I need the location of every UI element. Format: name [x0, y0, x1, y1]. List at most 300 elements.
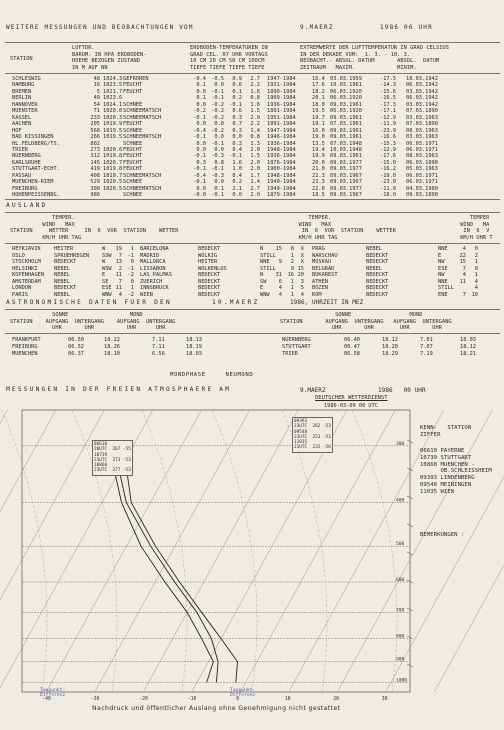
- rule-ausland-head: [5, 243, 500, 244]
- altitude: 71: [93, 108, 100, 115]
- period: 1948-1984: [267, 172, 296, 179]
- altitude: 529: [90, 179, 100, 186]
- wind-dir-3: NW: [438, 272, 445, 278]
- min-date: 06.03.1942: [406, 95, 438, 102]
- temp-6h-2: 1: [290, 252, 294, 259]
- weather-3: NEBEL: [366, 246, 382, 252]
- temp-max-2: 5: [300, 285, 304, 291]
- station-name: TRIER: [282, 351, 298, 357]
- abs-min: -15.3: [380, 140, 396, 147]
- soil-10cm: 0.0: [196, 88, 206, 95]
- max-date: 06.03.1920: [330, 108, 362, 115]
- abs-min: -11.9: [380, 185, 396, 192]
- soil-50cm: 0.0: [232, 134, 242, 141]
- soil-50cm: 2.1: [232, 185, 242, 192]
- soil-50cm: 0.9: [232, 76, 242, 82]
- abs-max: 20.1: [312, 95, 325, 102]
- legend-entry: 10739 STUTTGART: [420, 454, 472, 461]
- soil-50cm: 0.6: [232, 108, 242, 115]
- wind-dir-3: ESE: [438, 265, 448, 272]
- soil-50cm: 0.3: [232, 140, 242, 147]
- moonrise: 7.11: [152, 337, 165, 343]
- wind-dir-2: SW: [260, 278, 267, 285]
- altitude: 266: [90, 134, 100, 141]
- obs-extreme-header: EXTREMWERTE DER LUFTTEMPERATUR IN GRAD CELSIUS IN DER DEKADE VOM: 1. 3. - 10. 3. BEOBACHT.- ABSOL. DATUM ABSOL. DATUM ZEITRAUM MAXIM. MINIM.: [300, 45, 449, 71]
- rule-obs-head: [5, 73, 500, 74]
- station-name: OSLO: [12, 252, 25, 259]
- abs-max: 17.6: [312, 82, 325, 89]
- temp-6h-3: 0: [474, 265, 478, 272]
- wind-dir: SSW: [102, 252, 112, 259]
- pressure-tick-label: 400: [396, 498, 405, 504]
- min-date: 03.03.1942: [406, 101, 438, 108]
- abs-max: 16.0: [312, 127, 325, 134]
- obs-row: [0, 95, 504, 101]
- temp-tick-label: -10: [187, 697, 197, 702]
- soil-50cm: 0.2: [232, 179, 242, 186]
- sounding-labels: [42, 441, 407, 702]
- altitude: 54: [93, 101, 100, 108]
- abs-min: -16.6: [380, 134, 396, 141]
- ground-state: FEUCHT: [123, 166, 143, 173]
- soil-10cm: 0.1: [196, 82, 206, 89]
- wind-dir-3: NW: [438, 259, 445, 265]
- min-date: 06.03.1971: [406, 146, 438, 153]
- station-name-2: INNSBRUCK: [140, 285, 169, 291]
- wind-speed: 2: [118, 265, 122, 272]
- soil-10cm: -0.1: [193, 153, 206, 160]
- abs-min: -11.9: [380, 121, 396, 128]
- obs-soil-header: ERDBODEN-TEMPERATUREN IN GRAD CEL. 07 UHR VORTAGS 10 CM 20 CM 50 CM 100CM TIEFE TIEFE TIEFE TIEFE: [190, 45, 268, 71]
- temp-6h-2: 1: [290, 291, 294, 298]
- soil-100cm: 2.0: [250, 114, 260, 121]
- rule-astro-top: [5, 309, 500, 310]
- temp-6h-2: 1: [290, 278, 294, 285]
- period: 1890-1984: [267, 88, 296, 95]
- obs-row: [0, 76, 504, 82]
- wind-dir-2: NNE: [260, 259, 270, 265]
- soil-50cm: 1.6: [232, 159, 242, 166]
- ground-state: SCHNEEMATSCH: [123, 108, 162, 115]
- soil-10cm: 0.0: [196, 185, 206, 192]
- period: 1876-1984: [267, 159, 296, 166]
- abs-max: 19.0: [312, 134, 325, 141]
- abs-max: 18.2: [312, 88, 325, 95]
- pressure: 1023.6: [103, 95, 123, 102]
- max-date: 09.03.1967: [330, 192, 362, 199]
- wind-dir-2: WNW: [260, 291, 270, 298]
- pressure: 1021.7: [103, 88, 123, 95]
- station-name: KOPENHAGEN: [12, 272, 44, 278]
- soil-10cm: -0.1: [193, 134, 206, 141]
- soil-20cm: 0.0: [214, 82, 224, 89]
- soil-100cm: 1.5: [250, 108, 260, 115]
- temp-max-2: 3: [300, 278, 304, 285]
- sunrise: 06.52: [68, 344, 84, 350]
- wind-speed-3: 22: [459, 252, 466, 259]
- pressure: 1024.1: [103, 101, 123, 108]
- wind-dir-3: ENE: [438, 291, 448, 298]
- abs-min: -17.5: [380, 76, 396, 82]
- ground-state: SCHNEE: [123, 127, 143, 134]
- sounding-date: 9.MAERZ: [300, 387, 326, 394]
- station-name-3: BUKAREST: [312, 272, 338, 278]
- altitude: 16: [93, 82, 100, 89]
- soil-100cm: 2.0: [250, 146, 260, 153]
- max-date: 09.03.1977: [330, 166, 362, 173]
- station-name: KASSEL: [12, 114, 32, 121]
- rule-astro-head: [5, 333, 500, 334]
- min-date: 06.03.1971: [406, 140, 438, 147]
- weather-2: BEDECKT: [198, 246, 221, 252]
- sounding-curves: [109, 446, 238, 683]
- remarks-label: BEMERKUNGEN :: [420, 532, 465, 538]
- obs-row: [0, 128, 504, 134]
- pressure-tick-label: 900: [396, 657, 405, 663]
- obs-pressure-header: LUFTDR. BAROM. IN HPA ERDBODEN- HOEHE BEZOGEN ZUSTAND IN M AUF NN: [72, 45, 147, 71]
- legend-entry: 06610 PAYERNE: [420, 448, 465, 454]
- abs-min: -23.0: [380, 179, 396, 186]
- pressure: 1020.0: [103, 108, 123, 115]
- station-name: FREIBURG: [12, 185, 38, 192]
- sunrise: 06.40: [344, 337, 360, 343]
- sunset: 18.12: [382, 337, 398, 343]
- wind-dir-2: STILL: [260, 265, 276, 272]
- soil-20cm: -0.1: [211, 95, 224, 102]
- temp-6h-2: 1: [290, 285, 294, 291]
- period: 1936-1984: [267, 101, 296, 108]
- temp-6h-2: 16: [287, 272, 294, 278]
- abs-max: 18.0: [312, 101, 325, 108]
- soil-50cm: -0.1: [229, 153, 242, 160]
- ausland-head-right: TEMPER. WIND MAX IN 6 VOR STATION WETTER KM/H UHR TAG: [298, 215, 396, 241]
- weather: NEBEL: [54, 278, 70, 285]
- pressure: 1020.5: [103, 179, 123, 186]
- wind-speed: 7: [118, 278, 122, 285]
- pressure: 1020.5: [103, 185, 123, 192]
- period: 1940-1984: [267, 179, 296, 186]
- soil-100cm: 2.0: [250, 166, 260, 173]
- min-date: 06.03.1942: [406, 82, 438, 89]
- astro-title: ASTRONOMISCHE DATEN FUER DEN: [6, 299, 172, 306]
- altitude: 49: [93, 95, 100, 102]
- wind-dir-3: NNE: [438, 246, 448, 252]
- temperature-curve-10739: [109, 446, 213, 683]
- soil-100cm: 1.6: [250, 88, 260, 95]
- wind-speed-2: 31: [275, 272, 282, 278]
- sounding-title: MESSUNGEN IN DER FREIEN ATMOSPHAERE AM: [6, 386, 232, 393]
- dry-adiabat: [2, 410, 47, 692]
- ground-state: SCHNEEMATSCH: [123, 185, 162, 192]
- soil-100cm: 0.8: [250, 95, 260, 102]
- min-date: 03.03.1963: [406, 114, 438, 121]
- station-name: FREIBURG: [12, 344, 38, 350]
- min-date: 03.03.1963: [406, 134, 438, 141]
- abs-max: 20.0: [312, 159, 325, 166]
- temp-6h-2: 9: [290, 265, 294, 272]
- ground-state: SCHNEE: [123, 140, 143, 147]
- weather-2: BEDECKT: [198, 285, 221, 291]
- station-name: BAD KISSINGEN: [12, 134, 54, 141]
- altitude: 5: [96, 88, 100, 95]
- soil-10cm: -0.4: [193, 127, 206, 134]
- abs-max: 19.5: [312, 108, 325, 115]
- soil-20cm: -0.1: [211, 140, 224, 147]
- soil-50cm: 0.3: [232, 114, 242, 121]
- pressure-tick-label: 1000: [396, 678, 408, 684]
- dry-adiabat: [212, 410, 257, 692]
- station-name-3: WARSCHAU: [312, 252, 338, 259]
- wind-speed-3: 11: [459, 278, 466, 285]
- pressure-tick-label: 700: [396, 608, 405, 614]
- temp-6h-2: 8: [290, 246, 294, 252]
- soil-100cm: 2.0: [250, 192, 260, 199]
- obs-row: [0, 134, 504, 140]
- abs-max: 13.5: [312, 140, 325, 147]
- report-date: 9.MAERZ: [300, 24, 334, 31]
- max-date: 06.03.1920: [330, 95, 362, 102]
- ground-state: FEUCHT: [123, 121, 143, 128]
- wind-speed-3: 15: [459, 259, 466, 265]
- max-date: 09.03.1961: [330, 114, 362, 121]
- obs-row: [0, 89, 504, 95]
- ground-state: SCHNEEMATSCH: [123, 172, 162, 179]
- temp-6h-2: 2: [290, 259, 294, 265]
- temp-6h-3: 10: [471, 291, 478, 298]
- station-name: AMSTERDAM: [12, 278, 41, 285]
- soil-100cm: 2.7: [250, 185, 260, 192]
- legend-entry: 09548 MEININGEN: [420, 482, 472, 488]
- isotherm: [0, 410, 104, 692]
- soil-20cm: -0.2: [211, 127, 224, 134]
- pressure: 1019.8: [103, 166, 123, 173]
- soil-100cm: 2.0: [250, 159, 260, 166]
- ground-state: SCHNEEMATSCH: [123, 114, 162, 121]
- station-name-2: LAS PALMAS: [140, 272, 172, 278]
- period: 1946-1984: [267, 134, 296, 141]
- temp-max-2: 15: [297, 265, 304, 272]
- wind-speed-3: 4: [462, 246, 466, 252]
- soil-50cm: 0.4: [232, 146, 242, 153]
- period: 1947-1984: [267, 76, 296, 82]
- temp-6h: -2: [127, 291, 134, 298]
- temp-6h: 0: [130, 259, 134, 265]
- abs-min: -17.1: [380, 108, 396, 115]
- pressure-tick-label: 800: [396, 634, 405, 640]
- min-date: 06.03.1971: [406, 179, 438, 186]
- obs-row: [0, 179, 504, 185]
- wind-speed: 11: [115, 272, 122, 278]
- ground-state: FEUCHT: [123, 88, 143, 95]
- station-name: MUENCHEN-RIEM: [12, 179, 54, 186]
- altitude: 205: [90, 121, 100, 128]
- station-name-3: BOZEN: [312, 285, 328, 291]
- soil-50cm: 0.4: [232, 172, 242, 179]
- sunrise: 06.50: [68, 337, 84, 343]
- soil-50cm: -0.1: [229, 101, 242, 108]
- abs-min: -17.6: [380, 153, 396, 160]
- station-name-3: MOSKAU: [312, 259, 332, 265]
- altitude: 145: [90, 159, 100, 166]
- soil-100cm: 1.4: [250, 127, 260, 134]
- wind-dir: WNW: [102, 291, 112, 298]
- temp-6h-3: 4: [474, 285, 478, 291]
- wind-dir-2: STILL: [260, 252, 276, 259]
- moonset: 18.03: [460, 337, 476, 343]
- altitude: 300: [90, 185, 100, 192]
- sunset: 18.29: [382, 351, 398, 357]
- temp-6h-3: 0: [474, 246, 478, 252]
- pressure-tick-label: 300: [396, 441, 405, 447]
- max-date: 09.03.1967: [330, 179, 362, 186]
- moonset: 18.03: [186, 351, 202, 357]
- abs-max: 19.4: [312, 146, 325, 153]
- sunset: 18.10: [104, 351, 120, 357]
- max-date: 09.03.1961: [330, 153, 362, 160]
- soil-10cm: 0.0: [196, 146, 206, 153]
- weather-3: BEDECKT: [366, 259, 389, 265]
- min-date: 07.03.1890: [406, 121, 438, 128]
- temp-6h: 1: [130, 285, 134, 291]
- soil-20cm: 0.0: [214, 134, 224, 141]
- temp-6h: -1: [127, 265, 134, 272]
- soil-10cm: -0.1: [193, 179, 206, 186]
- wind-speed-3: 4: [462, 272, 466, 278]
- min-date: 04.03.1980: [406, 185, 438, 192]
- temperature-curve-06610: [123, 446, 237, 683]
- ausland-row: [0, 259, 504, 265]
- pressure: 1024.3: [103, 76, 123, 82]
- station-name: SCHLESWIG: [12, 76, 41, 82]
- min-date: 10.03.1942: [406, 76, 438, 82]
- wind-speed: 4: [118, 291, 122, 298]
- astro-year-note: 1986, UHRZEIT IN MEZ: [290, 299, 364, 306]
- altitude: 419: [90, 166, 100, 173]
- temp-tick-label: -30: [90, 697, 100, 702]
- ausland-row: [0, 253, 504, 259]
- station-name: AACHEN: [12, 121, 32, 128]
- soil-50cm: 0.0: [232, 192, 242, 199]
- astro-head-left: SONNE MOND STATION AUFGANG UNTERGANG AUFGANG UNTERGANG UHR UHR UHR UHR: [10, 312, 176, 331]
- wind-speed-2: 9: [278, 259, 282, 265]
- pressure-tick-label: 500: [396, 542, 405, 548]
- altitude: 986: [90, 192, 100, 199]
- abs-max: 19.9: [312, 153, 325, 160]
- temp-max-2: 20: [297, 272, 304, 278]
- max-date: 09.03.1977: [330, 185, 362, 192]
- period: 1936-1984: [267, 140, 296, 147]
- max-date: 09.03.1961: [330, 101, 362, 108]
- footer-note: Nachdruck und öffentlicher Auslang ohne Genehmigung nicht gestattet: [92, 705, 341, 712]
- ausland-head-left: TEMPER. WIND MAX STATION WETTER IN 6 VOR STATION WETTER KM/H UHR TAG: [10, 215, 179, 241]
- soil-20cm: 0.0: [214, 121, 224, 128]
- station-name: HELSINKI: [12, 265, 38, 272]
- soil-100cm: 1.7: [250, 172, 260, 179]
- soil-20cm: -0.3: [211, 172, 224, 179]
- station-name: HAMBURG: [12, 82, 35, 89]
- obs-row: [0, 147, 504, 153]
- plot-frame: [22, 410, 410, 692]
- station-name: STUTTGART: [282, 344, 311, 350]
- abs-max: 22.0: [312, 185, 325, 192]
- pressure: 1019.7: [103, 172, 123, 179]
- soil-20cm: 0.0: [214, 146, 224, 153]
- soil-20cm: -0.2: [211, 114, 224, 121]
- obs-row: [0, 82, 504, 88]
- obs-row: [0, 102, 504, 108]
- abs-max: 19.1: [312, 121, 325, 128]
- soil-50cm: 0.6: [232, 82, 242, 89]
- abs-min: -23.9: [380, 127, 396, 134]
- min-date: 08.03.1963: [406, 153, 438, 160]
- obs-row: [0, 173, 504, 179]
- legend-entry: OB.SCHLEISSHEIM: [420, 468, 492, 475]
- temp-tick-label: -40: [42, 697, 51, 702]
- wind-dir-2: N: [260, 272, 264, 278]
- max-date: 09.03.1961: [330, 134, 362, 141]
- min-date: 06.03.1890: [406, 159, 438, 166]
- weather-2: BEDECKT: [198, 272, 221, 278]
- altitude: 802: [90, 140, 100, 147]
- wind-speed-2: 4: [278, 285, 282, 291]
- ausland-row: [0, 292, 504, 298]
- temp-6h-3: 1: [474, 272, 478, 278]
- pressure: 1023.5: [103, 82, 123, 89]
- weather-3: BEDECKT: [366, 252, 389, 259]
- astro-row-right: [0, 337, 504, 343]
- soil-100cm: 2.7: [250, 76, 260, 82]
- weather-3: NEBEL: [366, 265, 382, 272]
- pressure-tick-label: 600: [396, 578, 405, 584]
- weather: NEBEL: [54, 291, 70, 298]
- station-name: PASSAU: [12, 172, 32, 179]
- dry-adiabat: [352, 410, 397, 692]
- weather: BEDECKT: [54, 285, 77, 291]
- soil-50cm: 0.1: [232, 88, 242, 95]
- soil-10cm: 0.0: [196, 121, 206, 128]
- max-date: 09.03.1961: [330, 127, 362, 134]
- weather-2: WOLKENLOS: [198, 265, 227, 272]
- obs-row: [0, 192, 504, 198]
- wind-dir: SE: [102, 278, 109, 285]
- pressure: 1019.5: [103, 134, 123, 141]
- station-name-2: ZUERICH: [140, 278, 163, 285]
- station-name: PARIS: [12, 291, 28, 298]
- wind-dir-2: E: [260, 285, 264, 291]
- ausland-row: [0, 266, 504, 272]
- soil-100cm: 2.2: [250, 121, 260, 128]
- temp-6h: -2: [127, 272, 134, 278]
- abs-min: -19.0: [380, 172, 396, 179]
- period: 1947-1984: [267, 127, 296, 134]
- abs-max: 21.0: [312, 166, 325, 173]
- legend-entry: 09393 LINDENBERG: [420, 475, 475, 482]
- ausland-row: [0, 272, 504, 278]
- ground-state: SCHNEE: [123, 179, 143, 186]
- soil-20cm: -0.1: [211, 192, 224, 199]
- weather-2: BEDECKT: [198, 291, 221, 298]
- obs-row: [0, 108, 504, 114]
- obs-row: [0, 115, 504, 121]
- wind-dir: WSW: [102, 265, 112, 272]
- abs-max: 22.3: [312, 172, 325, 179]
- abs-max: 23.3: [312, 179, 325, 186]
- max-date: 07.03.1948: [330, 140, 362, 147]
- dwd-stamp: DEUTSCHER WETTERDIENST: [315, 395, 388, 401]
- station-name-3: ATHEN: [312, 278, 328, 285]
- temp-tick-label: 0: [236, 697, 240, 702]
- legend-entry: 10868 MUENCHEN -: [420, 461, 475, 468]
